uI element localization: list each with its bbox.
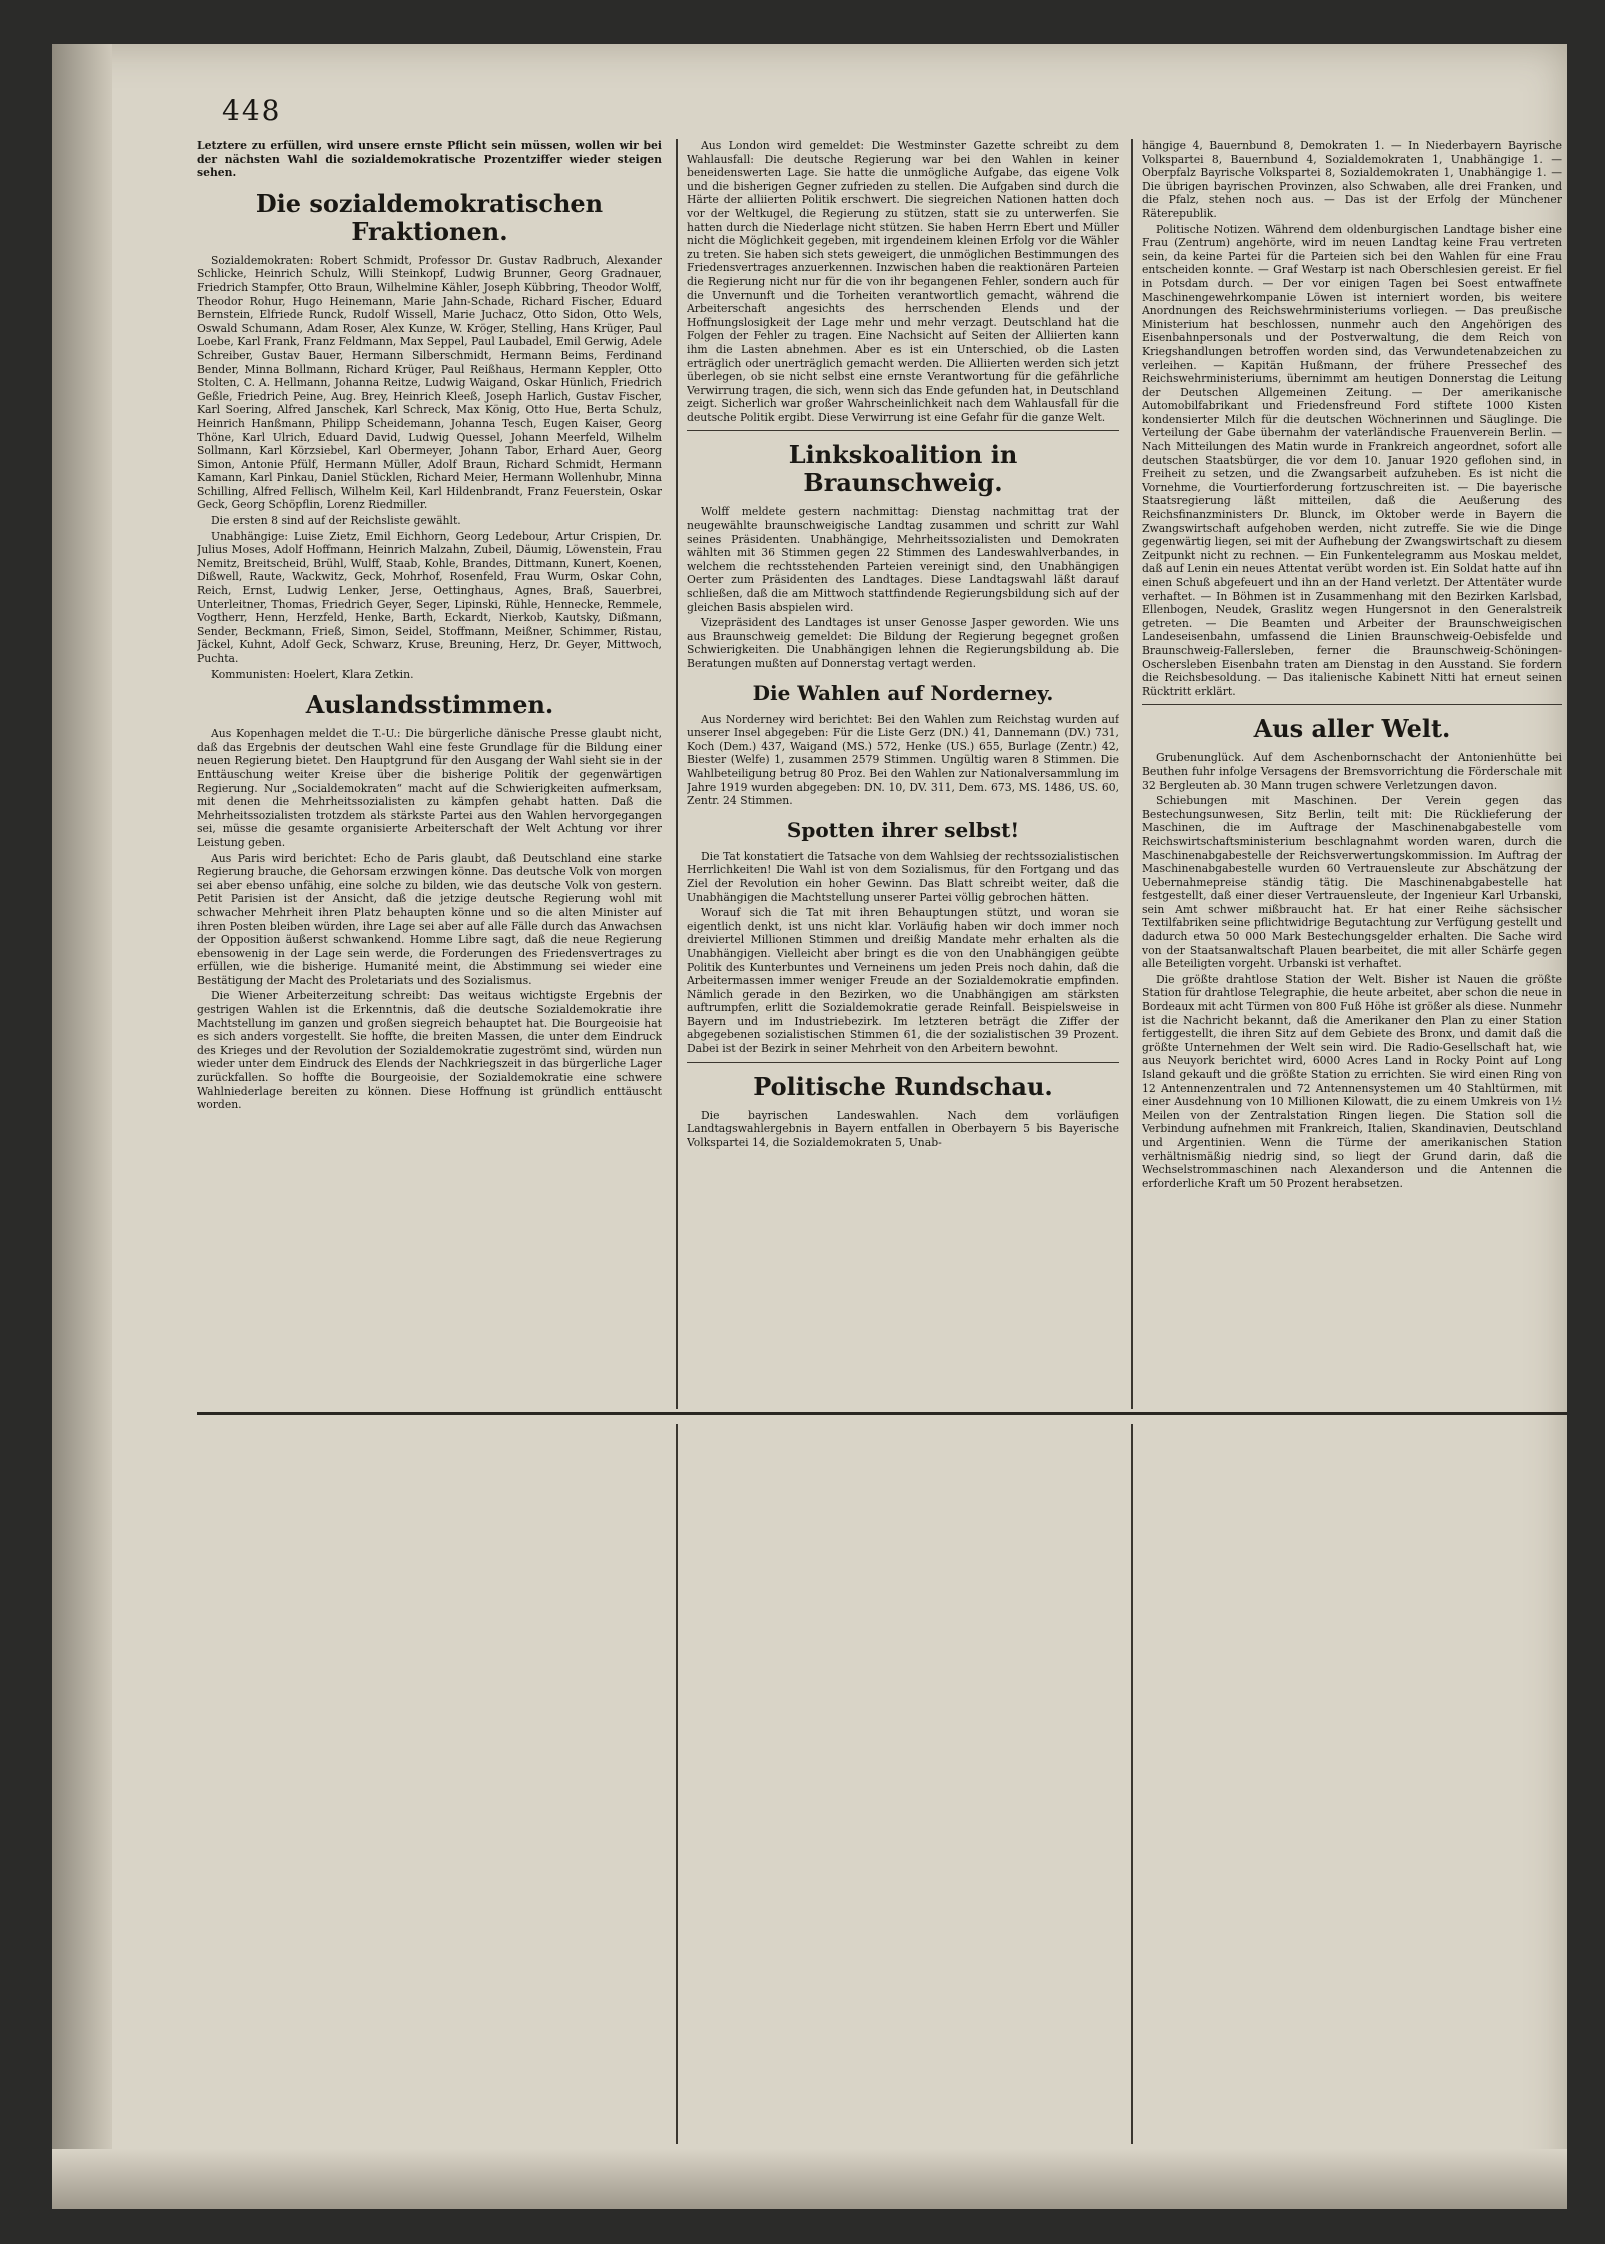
page-bottom-shadow <box>52 2149 1567 2209</box>
paragraph: Unabhängige: Luise Zietz, Emil Eichhorn, Georg Ledebour, Artur Crispien, Dr. Julius Moses, Adolf Hoffmann, Heinrich Malzahn, Zubeil, Däumig, Löwenstein, Frau Nemitz, Breitscheid, Brühl, Wulff, Staab, Kohle, Brandes, Dittmann, Kunert, Koenen, Dißwell, Raute, Wackwitz, Geck, Mohrhof, Rosenfeld, Frau Wurm, Oskar Cohn, Reich, Ernst, Ludwig Lenker, Jerse, Oettinghaus, Agnes, Braß, Sauerbrei, Unterleitner, Thomas, Friedrich Geyer, Seger, Lipinski, Rühle, Hennecke, Remmele, Vogtherr, Henn, Herzfeld, Henke, Barth, Eckardt, Nierkob, Kautsky, Dißmann, Sender, Beckmann, Frieß, Simon, Seidel, Stoffmann, Meißner, Schimmer, Ristau, Jäckel, Kuhnt, Adolf Geck, Schwarz, Kruse, Breuning, Herz, Dr. Geyer, Mittwoch, Puchta. <box>197 529 662 665</box>
column-divider <box>1131 1424 1133 2144</box>
column-3 <box>1142 139 1562 1404</box>
heading-spotten: Spotten ihrer selbst! <box>786 817 1020 842</box>
paragraph: Die Wiener Arbeiterzeitung schreibt: Das weitaus wichtigste Ergebnis der gestrigen Wahlen ist die Erkenntnis, daß die deutsche Sozialdemokratie ihre Machtstellung im ganzen und großen siegreich behauptet hat. Die Bourgeoisie hat es sich anders vorgestellt. Sie hoffte, die breiten Massen, die unter dem Eindruck des Krieges und der Revolution der Sozialdemokratie zugeströmt sind, würden nun wieder unter dem Eindruck des Elends der Nachkriegszeit in das bürgerliche Lager zurückfallen. So hoffte die Bourgeoisie, der Sozialdemokratie eine schwere Wahlniederlage bereiten zu können. Diese Hoffnung ist gründlich enttäuscht worden. <box>197 989 662 1112</box>
paragraph: Schiebungen mit Maschinen. Der Verein gegen das Bestechungsunwesen, Sitz Berlin, teilt mit: Die Rücklieferung der Maschinen, die im Auftrage der Maschinenabgabestelle vom Reichswirtschaftsministerium beschlagnahmt worden waren, durch die Maschinenabgabestelle der Reichsverwertungskommission. Im Auftrag der Maschinenabgabestelle wurden 60 Vertrauensleute zur Abschätzung der Uebernahmepreise ständig tätig. Die Maschinenabgabestelle hat festgestellt, daß einer dieser Vertrauensleute, der Ingenieur Karl Urbanski, sein Amt schwer mißbraucht hat. Er hat einer Reihe sächsischer Textilfabriken seine pflichtwidrige Begutachtung zur Verfügung gestellt und dadurch etwa 50 000 Mark Bestechungsgelder erhalten. Die Sache wird von der Staatsanwaltschaft Plauen bearbeitet, die mit aller Schärfe gegen alle Beteiligten vorgeht. Urbanski ist verhaftet. <box>1142 794 1562 971</box>
section-divider <box>687 1062 1119 1063</box>
paragraph: hängige 4, Bauernbund 8, Demokraten 1. — In Niederbayern Bayrische Volkspartei 8, Bauernbund 4, Sozialdemokraten 1, Unabhängige 1. — Oberpfalz Bayrische Volkspartei 8, Sozialdemokraten 1, Unabhängige 1. — Die übrigen bayrischen Provinzen, also Schwaben, alle drei Franken, und die Pfalz, stehen noch aus. — Das ist der Erfolg der Münchener Räterepublik. <box>1142 139 1562 220</box>
section-divider <box>687 430 1119 431</box>
newspaper-page <box>52 44 1567 2209</box>
paragraph: Aus Norderney wird berichtet: Bei den Wahlen zum Reichstag wurden auf unserer Insel abgegeben: Für die Liste Gerz (DN.) 41, Dannemann (DV.) 731, Koch (Dem.) 437, Waigand (MS.) 572, Henke (US.) 655, Burlage (Zentr.) 42, Biester (Welfe) 1, zusammen 2579 Stimmen. Ungültig waren 8 Stimmen. Die Wahlbeteiligung betrug 80 Proz. Bei den Wahlen zur Nationalversammlung im Jahre 1919 wurden abgegeben: DN. 10, DV. 311, Dem. 673, MS. 1486, US. 60, Zentr. 24 Stimmen. <box>687 712 1119 808</box>
paragraph: Sozialdemokraten: Robert Schmidt, Professor Dr. Gustav Radbruch, Alexander Schlicke, Heinrich Schulz, Willi Steinkopf, Ludwig Brunner, Georg Gradnauer, Friedrich Stampfer, Otto Braun, Wilhelmine Kähler, Joseph Kübbring, Theodor Wolff, Theodor Rohur, Hugo Heinemann, Marie Jahn-Schade, Richard Fischer, Eduard Bernstein, Elfriede Runck, Rudolf Wissell, Marie Juchacz, Otto Sidon, Otto Wels, Oswald Schumann, Adam Roser, Alex Kunze, W. Kröger, Stelling, Hans Krüger, Paul Loebe, Karl Frank, Franz Feldmann, Max Seppel, Paul Laubadel, Emil Gerwig, Adele Schreiber, Gustav Bauer, Hermann Silberschmidt, Hermann Beims, Ferdinand Bender, Minna Bollmann, Richard Krüger, Paul Reißhaus, Hermann Keppler, Otto Stolten, C. A. Hellmann, Johanna Reitze, Ludwig Waigand, Oskar Hünlich, Friedrich Geßle, Friedrich Peine, Aug. Brey, Heinrich Kleeß, Joseph Harlich, Gustav Fischer, Karl Soering, Alfred Janschek, Karl Schreck, Max König, Otto Hue, Berta Schulz, Heinrich Hanßmann, Philipp Scheidemann, Johanna Tesch, Eugen Kaiser, Georg Thöne, Karl Ulrich, Eduard David, Ludwig Quessel, Johann Meerfeld, Wilhelm Sollmann, Karl Körzsiebel, Karl Obermeyer, Johann Tabor, Erhard Auer, Georg Simon, Antonie Pfülf, Hermann Müller, Adolf Braun, Richard Schmidt, Hermann Kamann, Karl Pinkau, Daniel Stücklen, Richard Meier, Hermann Wollenhubr, Minna Schilling, Alfred Fellisch, Wilhelm Keil, Karl Hildenbrandt, Franz Feuerstein, Oskar Geck, Georg Schöpflin, Lorenz Riedmiller. <box>197 253 662 512</box>
heading-politische-rundschau: Politische Rundschau. <box>753 1071 1053 1101</box>
feuilleton-divider <box>197 1412 1567 1415</box>
heading-linkskoalition: Linkskoalition in Braunschweig. <box>788 440 1018 498</box>
paragraph: Die bayrischen Landeswahlen. Nach dem vorläufigen Landtagswahlergebnis in Bayern entfallen in Oberbayern 5 bis Bayerische Volkspartei 14, die Sozialdemokraten 5, Unab- <box>687 1108 1119 1149</box>
paragraph: Kommunisten: Hoelert, Klara Zetkin. <box>211 667 414 681</box>
page-edge-shadow <box>52 44 112 2209</box>
heading-auslandsstimmen: Auslandsstimmen. <box>305 690 554 720</box>
paragraph: Aus London wird gemeldet: Die Westminster Gazette schreibt zu dem Wahlausfall: Die deutsche Regierung war bei den Wahlen in keiner beneidenswerten Lage. Sie hatte die unmögliche Aufgabe, das eigene Volk und die bisherigen Gegner zufrieden zu stellen. Die Aufgaben sind durch die Härte der alliierten Politik erschwert. Die siegreichen Nationen hatten doch vor der Weltkugel, die Regierung zu stützen, statt sie zu unterwerfen. Sie hatten durch die Niederlage nicht stützen. Sie haben Herrn Ebert und Müller nicht die Möglichkeit gegeben, mit irgendeinem kleinen Erfolg vor die Wähler zu treten. Sie haben sich stets geweigert, die unmöglichen Bestimmungen des Friedensvertrages anzuerkennen. Inzwischen haben die reaktionären Parteien die Regierung nicht nur für die von ihr begangenen Fehler, sondern auch für die Unvernunft und die Torheiten verantwortlich gemacht, während die Arbeiterschaft angesichts des herrschenden Elends und der Hoffnungslosigkeit der Lage mehr und mehr verzagt. Deutschland hat die Folgen der Fehler zu tragen. Eine Nachsicht auf Seiten der Alliierten kann ihm die Lasten abnehmen. Aber es ist ein Unterschied, ob die Lasten erträglich oder unerträglich gemacht werden. Die Alliierten werden sich jetzt überlegen, ob sie nicht selbst eine ernste Verantwortung für die gefährliche Verwirrung tragen, die sich, wenn sich das Ende gefunden hat, in Deutschland zeigt. Sicherlich war großer Wahrscheinlichkeit nach dem Wahlausfall für die deutsche Politik ergibt. Diese Verwirrung ist eine Gefahr für die ganze Welt. <box>687 139 1119 424</box>
feuilleton-column-3 <box>1142 1424 1562 2144</box>
paragraph: Aus Paris wird berichtet: Echo de Paris glaubt, daß Deutschland eine starke Regierung brauche, die Gehorsam erzwingen könne. Das deutsche Volk von morgen sei aber ebenso unfähig, eine solche zu bilden, wie das deutsche Volk von gestern. Petit Parisien ist der Ansicht, daß die jetzige deutsche Regierung wohl mit schwacher Mehrheit ihren Platz behaupten könne und so die alten Minister auf ihren Posten bleiben würden, ihre Lage sei aber auf alle Fälle durch das Anwachsen der Opposition äußerst schwankend. Homme Libre sagt, daß die neue Regierung ebensowenig in der Lage sein werde, die Forderungen des Friedensvertrages zu erfüllen, wie die bisherige. Humanité meint, die Abstimmung sei wieder eine Bestätigung der Macht des Proletariats und des Sozialismus. <box>197 851 662 987</box>
paragraph: Wolff meldete gestern nachmittag: Dienstag nachmittag trat der neugewählte braunschweigische Landtag zusammen und schritt zur Wahl seines Präsidenten. Unabhängige, Mehrheitssozialisten und Demokraten wählten mit 36 Stimmen gegen 22 Stimmen des Landeswahlverbandes, in welchem die rechtsstehenden Parteien vereinigt sind, den Unabhängigen Oerter zum Präsidenten des Landtages. Diese Landtagswahl läßt darauf schließen, daß die am Mittwoch stattfindende Regierungsbildung sich auf der gleichen Basis abspielen wird. <box>687 505 1119 614</box>
paragraph: Politische Notizen. Während dem oldenburgischen Landtage bisher eine Frau (Zentrum) angehörte, wird im neuen Landtag keine Frau vertreten sein, da keine Partei für die Parteien sich bei den Wahlen für eine Frau entscheiden konnte. — Graf Westarp ist nach Oberschlesien gereist. Er fiel in Potsdam durch. — Der vor einigen Tagen bei Soest entwaffnete Maschinengewehrkompanie Löwen ist interniert worden, bis weitere Anordnungen des Reichswehrministeriums vorliegen. — Das preußische Ministerium hat beschlossen, nunmehr auch den Angehörigen des Eisenbahnpersonals und der Postverwaltung, die dem Reich von Kriegshandlungen betroffen worden sind, das Verwundetenabzeichen zu verleihen. — Kapitän Hußmann, der frühere Pressechef des Reichswehrministeriums, übernimmt am heutigen Donnerstag die Leitung der Deutschen Allgemeinen Zeitung. — Der amerikanische Automobilfabrikant und Friedensfreund Ford stiftete 1000 Kisten kondensierter Milch für die deutschen Wöchnerinnen und Säuglinge. Die Verteilung der Gabe übernahm der vaterländische Frauenverein Berlin. — Nach Mitteilungen des Matin wurde in Frankreich angeordnet, sofort alle deutschen Staatsbürger, die vor dem 10. Januar 1920 geflohen sind, in Freiheit zu setzen, und die Zwangsarbeit aufzuheben. Es ist nicht die Vornehme, die Vourtierforderung fortzuschreiten ist. — Die bayerische Staatsregierung läßt mitteilen, daß die Aeußerung des Reichsfinanzministers Dr. Blunck, im Oktober werde in Bayern die Zwangswirtschaft aufgehoben werden, nicht zutreffe. Sie wie die Dinge gegenwärtig liegen, sei mit der Aufhebung der Zwangswirtschaft zu diesem Zeitpunkt nicht zu rechnen. — Ein Funkentelegramm aus Moskau meldet, daß auf Lenin ein neues Attentat verübt worden ist. Ein Soldat hatte auf ihn einen Schuß abgefeuert und ihn an der Hand verletzt. Der Attentäter wurde verhaftet. — In Böhmen ist in Zusammenhang mit den Bezirken Karlsbad, Ellenbogen, Neudek, Graslitz wegen Hungersnot in den Generalstreik getreten. — Die Beamten und Arbeiter der Braunschweigischen Landeseisenbahn, umfassend die Linien Braunschweig-Oebisfelde und Braunschweig-Fallersleben, ferner die Braunschweig-Schöningen-Oschersleben Eisenbahn traten am Dienstag in den Ausstand. Sie fordern die Reichsbesoldung. — Das italienische Kabinett Nitti hat erneut seinen Rücktritt erklärt. <box>1142 222 1562 698</box>
feuilleton-column-2 <box>687 1424 1119 2144</box>
feuilleton-column-1 <box>197 1424 662 2144</box>
paragraph: Die ersten 8 sind auf der Reichsliste gewählt. <box>211 514 461 528</box>
paragraph: Die Tat konstatiert die Tatsache von dem Wahlsieg der rechtssozialistischen Herrlichkeiten! Die Wahl ist von dem Sozialismus, für den Fortgang und das Ziel der Revolution ein hoher Gewinn. Das Blatt schreibt weiter, daß die Unabhängigen die Machtstellung unserer Partei völlig gebrochen hätten. <box>687 849 1119 904</box>
column-divider <box>676 1424 678 2144</box>
column-1 <box>197 139 662 1404</box>
column-1-opening: Letztere zu erfüllen, wird unsere ernste Pflicht sein müssen, wollen wir bei der nächsten Wahl die sozialdemokratische Prozentziffer wieder steigen sehen. <box>197 139 662 180</box>
column-2 <box>687 139 1119 1404</box>
paragraph: Die größte drahtlose Station der Welt. Bisher ist Nauen die größte Station für drahtlose Telegraphie, die heute arbeitet, aber schon die neue in Bordeaux mit acht Türmen von 800 Fuß Höhe ist größer als diese. Nunmehr ist die Nachricht bekannt, daß die Amerikaner den Plan zu einer Station fertiggestellt, die ihren Sitz auf dem Gebiete des Bronx, und damit daß die größte Unternehmen der Welt sein wird. Die Radio-Gesellschaft hat, wie aus Neuyork berichtet wird, 6000 Acres Land in Rocky Point auf Long Island gekauft und die größte Station zu errichten. Sie wird einen Ring von 12 Antennenzentralen und 72 Antennensystemen um 40 Stahltürmen, mit einer Ausdehnung von 10 Millionen Kilowatt, die zu einem Umkreis von 1½ Meilen von der Zentralstation Ringen liegen. Die Station soll die Verbindung aufnehmen mit Frankreich, Italien, Skandinavien, Deutschland und Argentinien. Wenn die Türme der amerikanischen Station verhältnismäßig niedrig sind, so liegt der Grund darin, daß die Wechselstrommaschinen nach Alexanderson und die Antennen die erforderliche Kraft um 50 Prozent herabsetzen. <box>1142 972 1562 1190</box>
heading-norderney: Die Wahlen auf Norderney. <box>752 680 1054 705</box>
paragraph: Vizepräsident des Landtages ist unser Genosse Jasper geworden. Wie uns aus Braunschweig gemeldet: Die Bildung der Regierung begegnet großen Schwierigkeiten. Die Unabhängigen lehnen die Regierungsbildung ab. Die Beratungen mußten auf Donnerstag vertagt werden. <box>687 616 1119 670</box>
heading-aus-aller-welt: Aus aller Welt. <box>1253 714 1451 744</box>
section-divider <box>1142 704 1562 705</box>
paragraph: Aus Kopenhagen meldet die T.-U.: Die bürgerliche dänische Presse glaubt nicht, daß das Ergebnis der deutschen Wahl eine feste Grundlage für die Bildung einer neuen Regierung bietet. Den Hauptgrund für den Ausgang der Wahl sieht sie in der Enttäuschung weiter Kreise über die bisherige Politik der gegenwärtigen Regierung. Nur „Socialdemokraten“ macht auf die Schwierigkeiten aufmerksam, mit denen die Mehrheitssozialisten zu kämpfen gehabt hatten. Daß die Mehrheitssozialisten trotzdem als stärkste Partei aus den Wahlen hervorgegangen sei, müsse die gesamte organisierte Arbeiterschaft der Welt Achtung vor ihrer Leistung geben. <box>197 727 662 849</box>
column-divider <box>1131 139 1133 1409</box>
column-divider <box>676 139 678 1409</box>
page-number: 448 <box>222 94 282 127</box>
paragraph: Worauf sich die Tat mit ihren Behauptungen stützt, und woran sie eigentlich denkt, ist uns nicht klar. Vorläufig haben wir doch immer noch dreiviertel Millionen Stimmen und dreißig Mandate mehr erhalten als die Unabhängigen. Vielleicht aber bringt es die von den Unabhängigen geübte Politik des Kunterbuntes und Verneinens um jeden Preis noch dahin, daß die Arbeitermassen immer weniger Freude an der Sozialdemokratie empfinden. Nämlich gerade in den Bezirken, wo die Unabhängigen am stärksten auftrumpfen, erlitt die Sozialdemokratie gerade Reinfall. Beispielsweise in Bayern und im Industriebezirk. Im letzteren beträgt die Ziffer der abgegebenen sozialistischen Stimmen 61, die der sozialistischen 39 Prozent. Dabei ist der Bezirk in seiner Mehrheit von den Arbeitern bewohnt. <box>687 906 1119 1056</box>
paragraph: Grubenunglück. Auf dem Aschenbornschacht der Antonienhütte bei Beuthen fuhr infolge Versagens der Bremsvorrichtung die Förderschale mit 32 Bergleuten ab. 30 Mann trugen schwere Verletzungen davon. <box>1142 751 1562 792</box>
heading-fraktionen: Die sozialdemokratischen Fraktionen. <box>255 188 604 246</box>
